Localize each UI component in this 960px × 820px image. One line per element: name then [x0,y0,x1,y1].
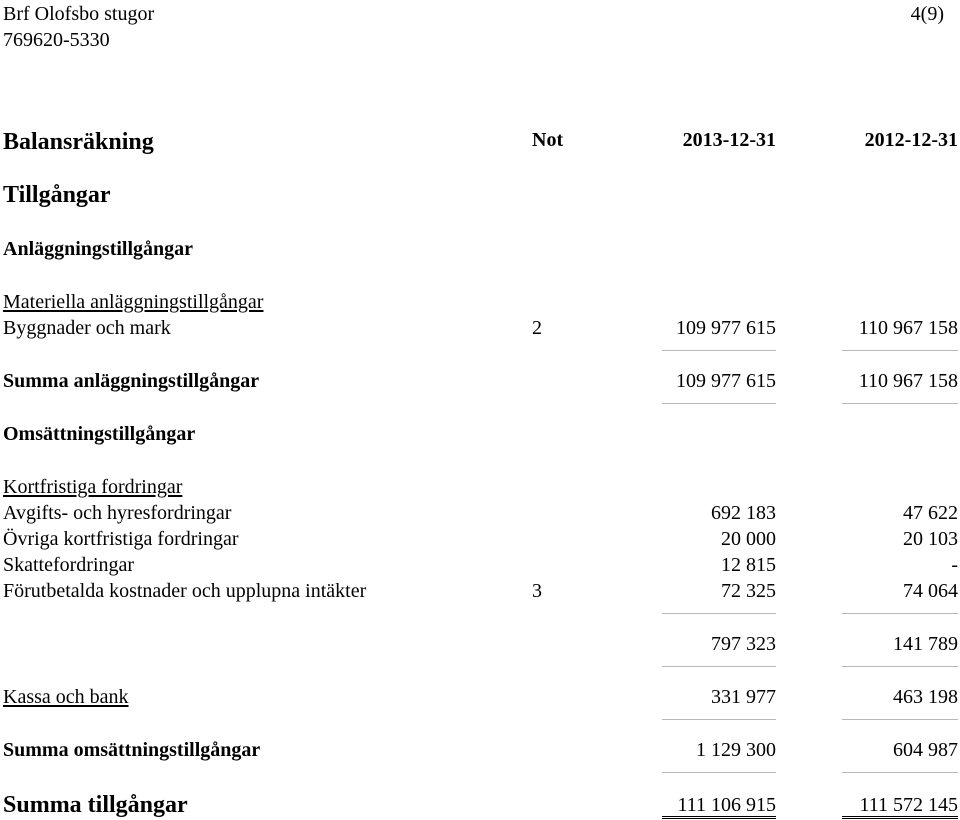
row-value-2012: 463 198 [893,686,958,708]
row-value-2013: 692 183 [711,502,776,524]
rule [842,666,958,667]
subtotal-value-2013: 797 323 [711,633,776,655]
row-value-2013: 72 325 [721,580,776,602]
rule [842,772,958,773]
section-assets: Tillgångar [3,182,111,208]
section-fixed-assets: Anläggningstillgångar [3,238,194,260]
row-value-2013: 1 129 300 [696,739,776,761]
section-short-receivables: Kortfristiga fordringar [3,476,183,498]
rule [662,613,776,614]
rule [662,350,776,351]
row-label: Kassa och bank [3,686,129,708]
row-value-2012: 110 967 158 [858,370,958,392]
row-label: Byggnader och mark [3,317,171,339]
row-value-2013: 109 977 615 [676,370,776,392]
rule [842,613,958,614]
row-value-2013: 20 000 [721,528,776,550]
row-value-2012: 604 987 [893,739,958,761]
column-note: Not [532,129,564,151]
company-name: Brf Olofsbo stugor [3,3,155,25]
total-value-2012: 111 572 145 [859,794,958,816]
section-current-assets: Omsättningstillgångar [3,423,196,445]
row-note: 2 [532,317,542,339]
row-value-2013: 331 977 [711,686,776,708]
row-value-2012: 20 103 [903,528,958,550]
row-value-2012: 110 967 158 [858,317,958,339]
row-value-2013: 109 977 615 [676,317,776,339]
row-label: Avgifts- och hyresfordringar [3,502,232,524]
rule [842,403,958,404]
row-label: Summa omsättningstillgångar [3,739,261,761]
double-rule [842,816,958,819]
page-title: Balansräkning [3,129,154,155]
subtotal-value-2012: 141 789 [893,633,958,655]
row-value-2013: 12 815 [721,554,776,576]
row-label: Skattefordringar [3,554,135,576]
rule [662,666,776,667]
rule [662,403,776,404]
rule [842,719,958,720]
column-year1: 2013-12-31 [682,129,776,151]
row-label: Övriga kortfristiga fordringar [3,528,239,550]
rule [842,350,958,351]
row-label: Förutbetalda kostnader och upplupna intäkter [3,580,367,602]
row-note: 3 [532,580,542,602]
row-value-2012: 74 064 [903,580,958,602]
row-value-2012: - [951,554,958,576]
section-tangible: Materiella anläggningstillgångar [3,291,264,313]
column-year2: 2012-12-31 [864,129,958,151]
rule [662,719,776,720]
total-label: Summa tillgångar [3,792,188,818]
row-value-2012: 47 622 [903,502,958,524]
rule [662,772,776,773]
page-number: 4(9) [910,3,944,25]
org-number: 769620-5330 [3,29,110,51]
total-value-2013: 111 106 915 [677,794,776,816]
row-label: Summa anläggningstillgångar [3,370,260,392]
double-rule [662,816,776,819]
